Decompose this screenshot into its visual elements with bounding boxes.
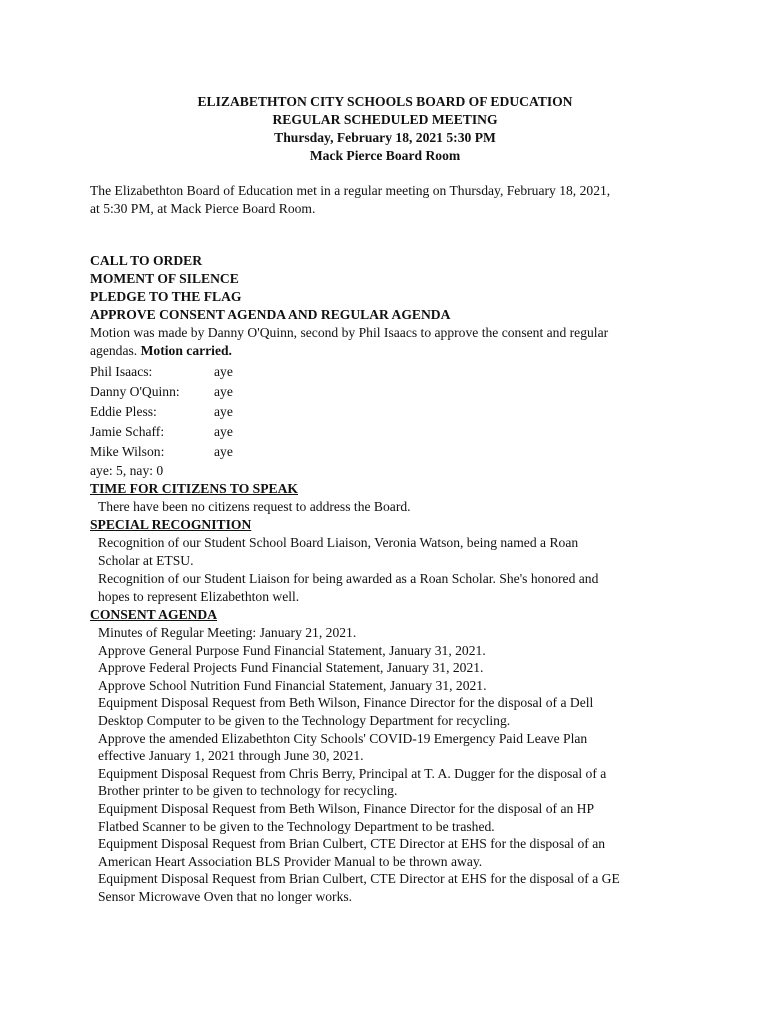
vote-value: aye [214,424,233,439]
consent-line: Minutes of Regular Meeting: January 21, 2021. [98,625,357,640]
consent-line: Equipment Disposal Request from Chris Berry, Principal at T. A. Dugger for the disposal of a [98,765,607,781]
consent-line: Equipment Disposal Request from Beth Wilson, Finance Director for the disposal of a Dell [98,695,594,711]
document-header [90,93,680,165]
vote-list [90,362,680,462]
consent-line: Equipment Disposal Request from Beth Wilson, Finance Director for the disposal of an HP [98,800,595,816]
vote-row [90,422,680,442]
consent-list [90,624,680,906]
heading-special-recognition: SPECIAL RECOGNITION [90,517,252,532]
recognition-list [90,534,680,606]
heading-citizens: TIME FOR CITIZENS TO SPEAK [90,481,298,496]
heading-approve-agenda: APPROVE CONSENT AGENDA AND REGULAR AGENDA [90,307,451,322]
motion-carried: Motion carried. [140,343,232,358]
vote-row [90,382,680,402]
intro-paragraph [90,182,680,218]
vote-row [90,402,680,422]
vote-value: aye [214,404,233,419]
consent-line: Approve School Nutrition Fund Financial Statement, January 31, 2021. [98,677,487,693]
vote-row [90,362,680,382]
consent-line: Flatbed Scanner to be given to the Technology Department to be trashed. [98,818,495,834]
citizens-text: There have been no citizens request to address the Board. [98,499,411,514]
vote-value: aye [214,384,233,399]
consent-line: Approve the amended Elizabethton City Schools' COVID-19 Emergency Paid Leave Plan [98,730,588,746]
voter-name: Mike Wilson: [90,444,165,459]
consent-line: Approve Federal Projects Fund Financial Statement, January 31, 2021. [98,660,484,676]
opening-section [90,252,680,360]
board-title: ELIZABETHTON CITY SCHOOLS BOARD OF EDUCATION [197,94,573,109]
consent-line: American Heart Association BLS Provider Manual to be thrown away. [98,853,483,869]
vote-value: aye [214,364,233,379]
heading-moment-of-silence: MOMENT OF SILENCE [90,271,239,286]
consent-line: Approve General Purpose Fund Financial Statement, January 31, 2021. [98,642,486,658]
motion-line [90,342,680,360]
voter-name: Phil Isaacs: [90,364,153,379]
motion-text [90,324,680,360]
vote-tally: aye: 5, nay: 0 [90,463,164,478]
meeting-date: Thursday, February 18, 2021 5:30 PM [274,130,496,145]
recognition-line: Recognition of our Student Liaison for being awarded as a Roan Scholar. She's honored and [98,571,599,586]
consent-line: effective January 1, 2021 through June 30, 2021. [98,748,364,764]
meeting-location: Mack Pierce Board Room [309,148,461,163]
heading-pledge: PLEDGE TO THE FLAG [90,289,242,304]
heading-consent-agenda: CONSENT AGENDA [90,607,218,622]
consent-line: Equipment Disposal Request from Brian Culbert, CTE Director at EHS for the disposal of a GE [98,871,620,887]
consent-line: Desktop Computer to be given to the Technology Department for recycling. [98,712,511,728]
intro-line: at 5:30 PM, at Mack Pierce Board Room. [90,201,316,216]
consent-line: Brother printer to be given to technology for recycling. [98,783,398,799]
vote-row [90,442,680,462]
intro-line: The Elizabethton Board of Education met in a regular meeting on Thursday, February 18, 2021, [90,183,611,198]
heading-call-to-order: CALL TO ORDER [90,253,203,268]
voter-name: Jamie Schaff: [90,424,165,439]
voter-name: Eddie Pless: [90,404,157,419]
recognition-line: Recognition of our Student School Board Liaison, Veronia Watson, being named a Roan [98,535,579,550]
consent-line: Sensor Microwave Oven that no longer works. [98,888,353,904]
recognition-line: Scholar at ETSU. [98,553,194,568]
meeting-type: REGULAR SCHEDULED MEETING [272,112,498,127]
vote-value: aye [214,444,233,459]
consent-line: Equipment Disposal Request from Brian Culbert, CTE Director at EHS for the disposal of an [98,836,606,852]
voter-name: Danny O'Quinn: [90,384,180,399]
motion-agendas: agendas. [90,343,138,358]
motion-line: Motion was made by Danny O'Quinn, second by Phil Isaacs to approve the consent and regular [90,325,609,340]
recognition-line: hopes to represent Elizabethton well. [98,589,300,604]
